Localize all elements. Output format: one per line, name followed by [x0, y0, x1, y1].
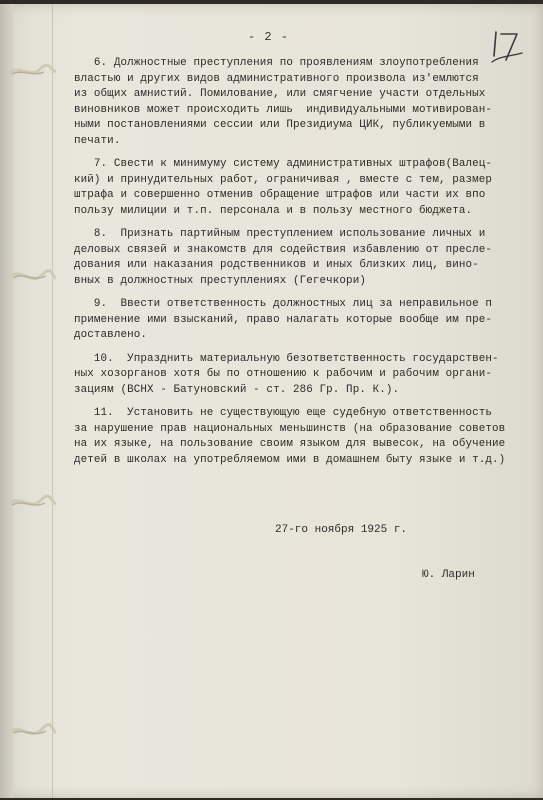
text-line: зациям (ВСНХ - Батуновский - ст. 286 Гр. Пр. К.).: [74, 383, 400, 396]
paragraph-7: [74, 157, 494, 219]
text-line: деловых связей и знакомств для содействия избавлению от пресле-: [74, 243, 493, 256]
page-number: - 2 -: [248, 30, 290, 44]
author-signature: Ю. Ларин: [422, 569, 475, 581]
paragraph-6: [74, 56, 494, 149]
text-line: применение ими взысканий, право налагать которые вообще им пре-: [74, 313, 493, 326]
text-line: печати.: [74, 134, 121, 147]
binding-string-icon: [10, 57, 56, 87]
paragraph-8: [74, 227, 494, 289]
text-line: пользу милиции и т.п. персонала и в пользу местного бюджета.: [74, 204, 473, 217]
text-line: виновников может происходить лишь индивидуальными мотивирован-: [74, 103, 493, 116]
document-date: 27-го ноября 1925 г.: [275, 524, 408, 536]
text-line: кий) и принудительных работ, ограничивая , вместе с тем, размер: [74, 173, 493, 186]
text-line: дования или наказания родственников и иных близких лиц, вино-: [74, 259, 479, 271]
text-line: детей в школах на употребляемом ими в домашнем быту языке и т.д.): [74, 453, 506, 466]
paragraph-10: [74, 352, 499, 399]
text-line: вных в должностных преступлениях (Гегечкори): [74, 274, 366, 287]
text-line: 6. Должностные преступления по проявлениям злоупотребления: [74, 57, 479, 69]
binding-string-icon: [10, 488, 56, 518]
binding-string-icon: [10, 717, 56, 747]
paragraph-11: [74, 406, 506, 468]
handwritten-folio-number: [490, 26, 524, 66]
text-line: из общих амнистий. Помилование, или смягчение участи отдельных: [74, 88, 486, 100]
text-line: 7. Свести к минимуму систему административных штрафов(Валец-: [74, 158, 493, 170]
document-page: [0, 4, 543, 798]
text-line: 9. Ввести ответственность должностных лиц за неправильное п: [74, 298, 493, 310]
margin-fold-line: [52, 4, 53, 798]
text-line: на их языке, на пользование своим языком для вывесок, на обучение: [74, 438, 506, 450]
text-line: 10. Упразднить материальную безответственность государствен-: [74, 352, 499, 365]
text-line: 8. Признать партийным преступлением использование личных и: [74, 228, 486, 240]
page-binding-edge: [0, 4, 14, 798]
text-line: ными постановлениями сессии или Президиума ЦИК, публикуемыми в: [74, 119, 486, 131]
binding-string-icon: [10, 262, 56, 292]
text-line: штрафа и совершенно отменив обращение штрафов или части их впо: [74, 189, 486, 201]
text-line: ных хозорганов хотя бы по отношению к рабочим и рабочим органи-: [74, 368, 493, 380]
document-body: [74, 56, 506, 476]
text-line: 11. Установить не существующую еще судебную ответственность: [74, 407, 493, 419]
paragraph-9: [74, 297, 494, 344]
text-line: за нарушение прав национальных меньшинств (на образование советов: [74, 422, 506, 435]
text-line: властью и других видов административного произвола из'емлются: [74, 72, 479, 85]
text-line: доставлено.: [74, 329, 147, 341]
